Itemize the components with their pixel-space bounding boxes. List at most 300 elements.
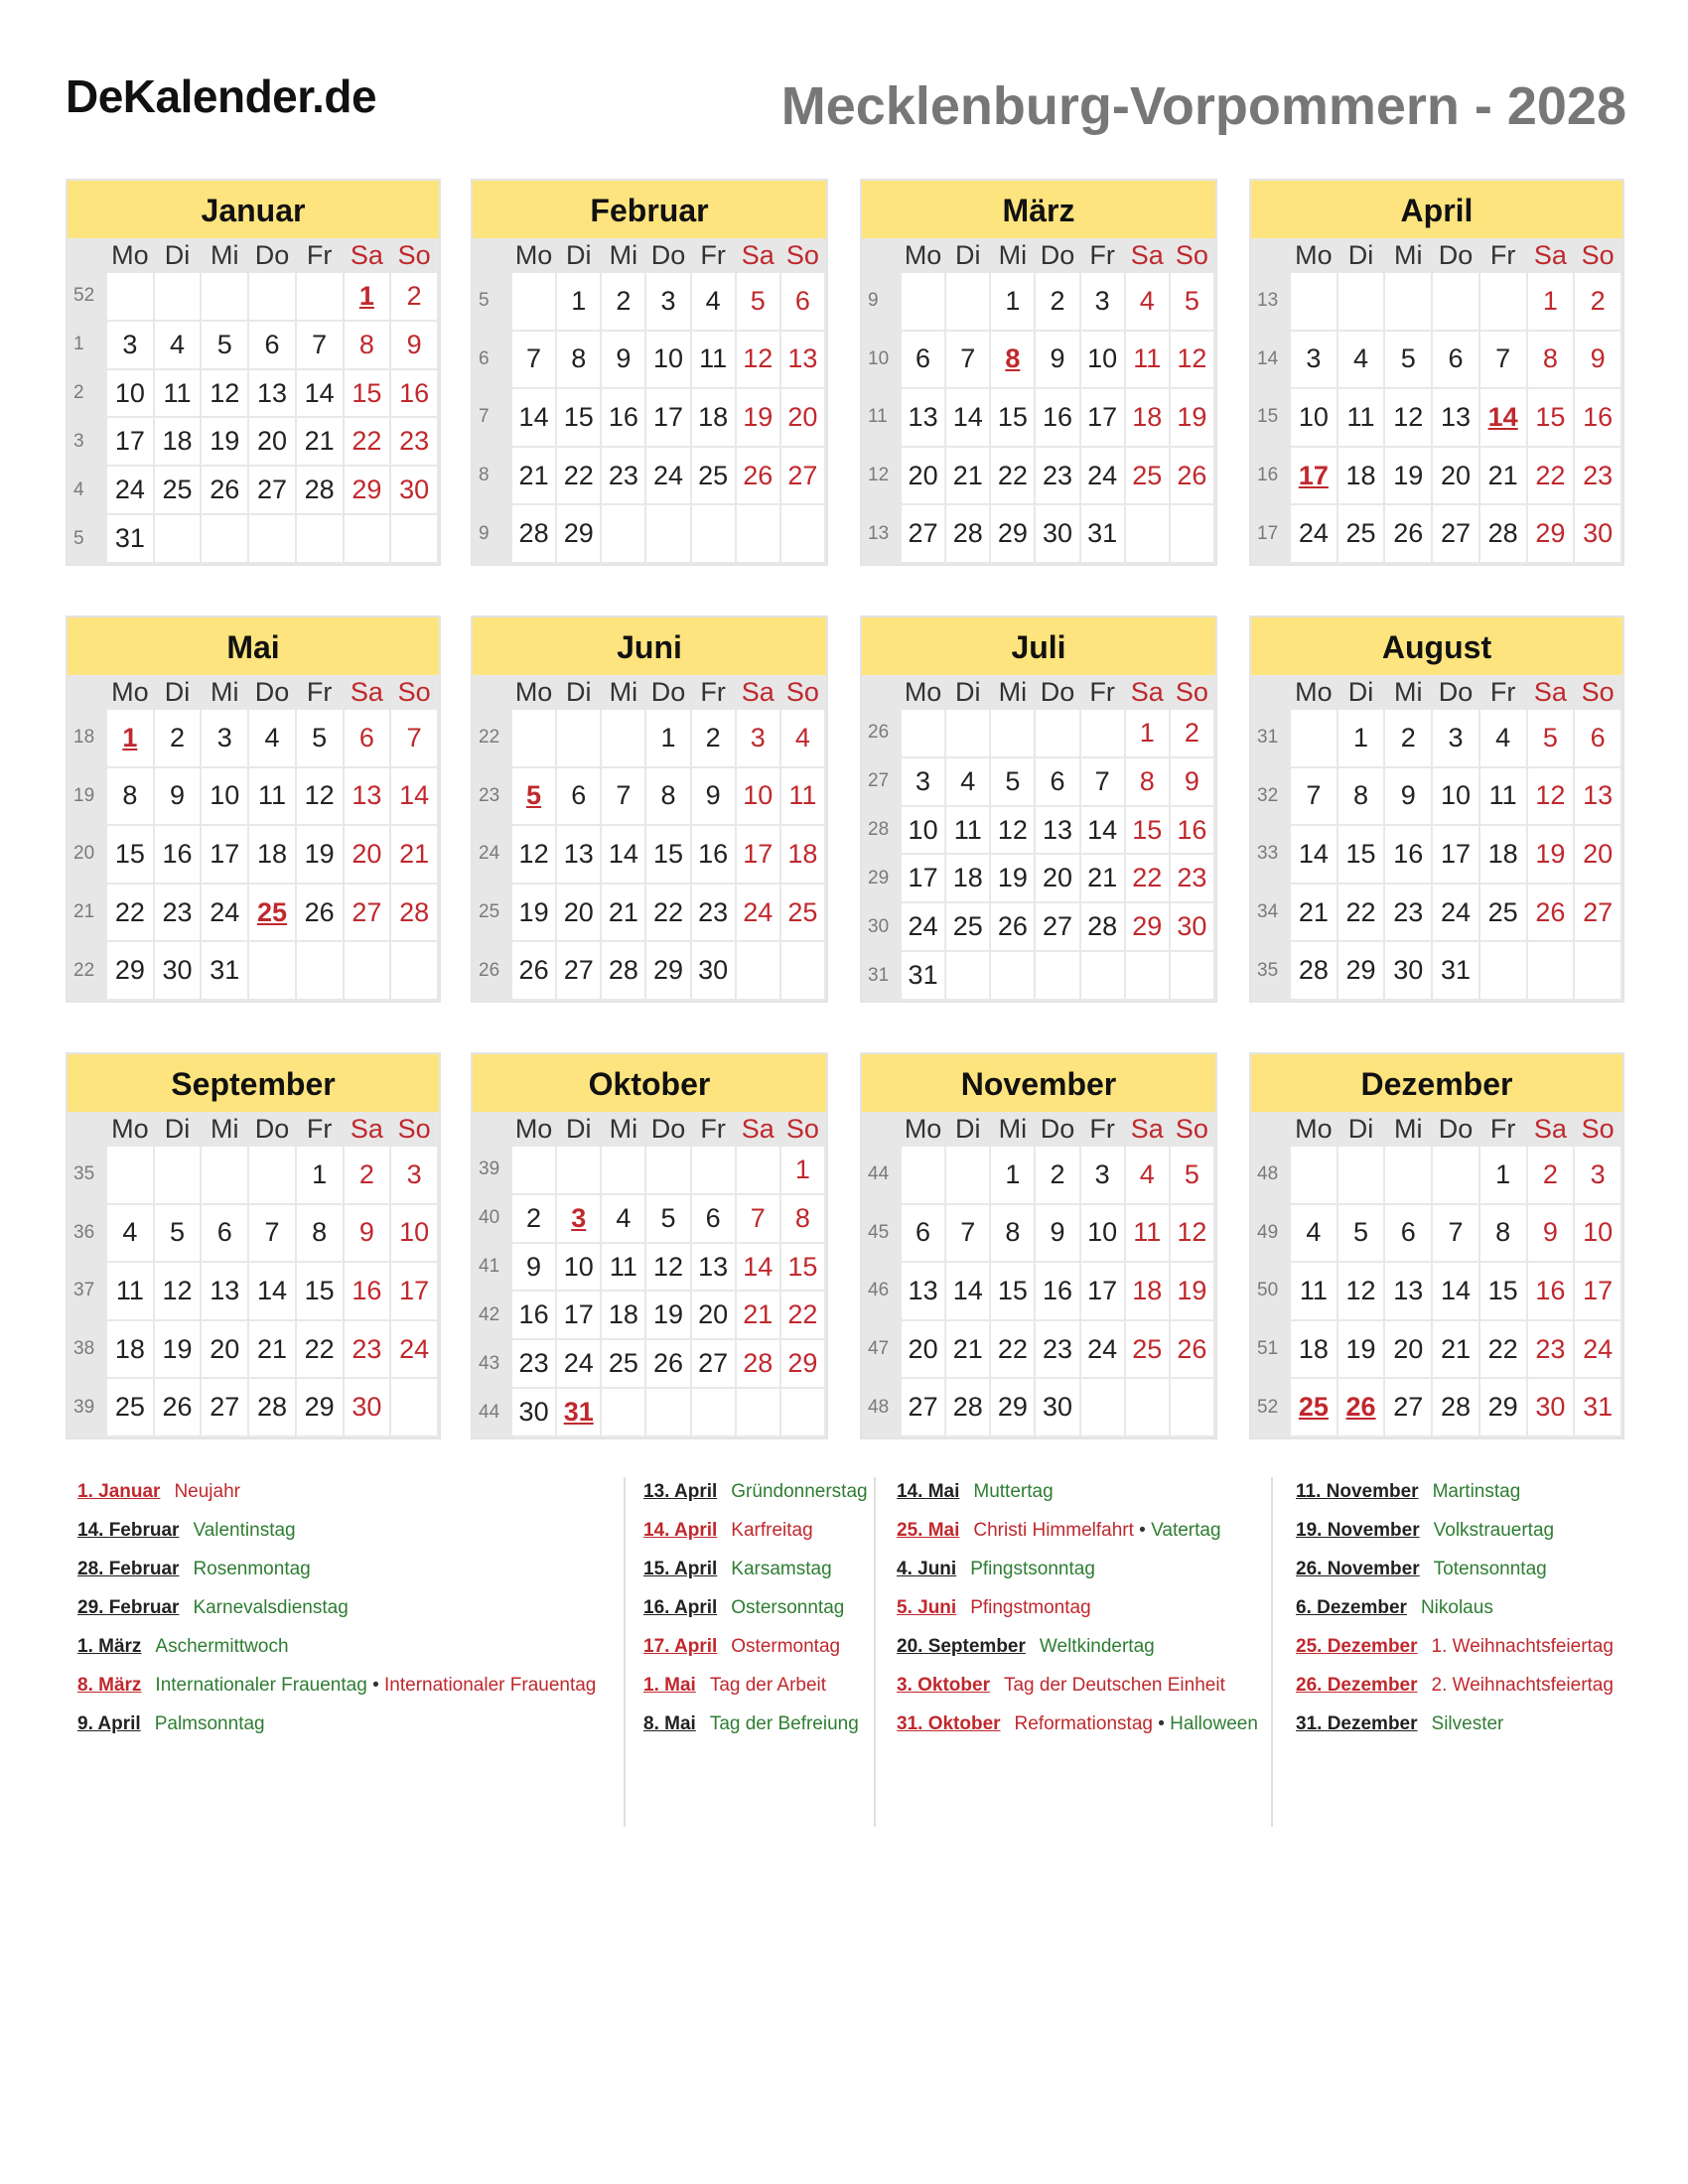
day-cell[interactable]: 1 (1337, 709, 1385, 767)
day-cell[interactable]: 11 (691, 331, 736, 389)
holiday-date-link[interactable]: 1. Januar (77, 1481, 161, 1502)
day-cell[interactable]: 2 (1384, 709, 1432, 767)
day-cell[interactable]: 15 (556, 388, 601, 447)
day-cell[interactable]: 6 (1574, 709, 1621, 767)
day-cell[interactable]: 7 (601, 767, 645, 826)
holiday-date-link[interactable]: 1. Mai (643, 1675, 696, 1696)
day-cell[interactable]: 17 (1574, 1262, 1621, 1320)
day-cell[interactable]: 29 (1125, 902, 1170, 951)
holiday-date-link[interactable]: 14. Mai (897, 1481, 960, 1502)
day-cell[interactable]: 10 (1432, 767, 1479, 826)
day-cell[interactable]: 16 (390, 369, 438, 418)
day-cell[interactable]: 16 (1384, 825, 1432, 884)
day-cell[interactable]: 21 (945, 1320, 990, 1379)
day-cell[interactable]: 24 (1432, 884, 1479, 942)
day-cell[interactable]: 4 (248, 709, 296, 767)
day-cell[interactable]: 30 (154, 941, 202, 1000)
day-cell[interactable]: 6 (344, 709, 391, 767)
day-cell[interactable]: 3 (1080, 272, 1125, 331)
day-cell[interactable]: 12 (201, 369, 248, 418)
day-cell[interactable]: 22 (780, 1291, 825, 1339)
day-cell[interactable]: 14 (511, 388, 556, 447)
day-cell[interactable]: 8 (990, 331, 1035, 389)
day-cell[interactable]: 20 (248, 417, 296, 466)
day-cell[interactable]: 1 (780, 1146, 825, 1194)
day-cell[interactable]: 31 (556, 1388, 601, 1436)
day-cell[interactable]: 27 (1574, 884, 1621, 942)
day-cell[interactable]: 14 (1432, 1262, 1479, 1320)
day-cell[interactable]: 16 (691, 825, 736, 884)
day-cell[interactable]: 11 (1125, 1204, 1170, 1263)
day-cell[interactable]: 13 (556, 825, 601, 884)
site-logo[interactable]: DeKalender.de (66, 70, 377, 122)
day-cell[interactable]: 7 (1479, 331, 1527, 389)
day-cell[interactable]: 15 (1527, 388, 1575, 447)
day-cell[interactable]: 25 (106, 1378, 154, 1436)
day-cell[interactable]: 7 (1432, 1204, 1479, 1263)
day-cell[interactable]: 10 (901, 806, 945, 855)
day-cell[interactable]: 21 (1080, 854, 1125, 902)
day-cell[interactable]: 9 (1035, 1204, 1079, 1263)
day-cell[interactable]: 12 (154, 1262, 202, 1320)
day-cell[interactable]: 29 (556, 504, 601, 563)
day-cell[interactable]: 17 (736, 825, 780, 884)
day-cell[interactable]: 4 (106, 1204, 154, 1263)
holiday-date-link[interactable]: 1. März (77, 1636, 142, 1657)
day-cell[interactable]: 28 (511, 504, 556, 563)
day-cell[interactable]: 5 (1527, 709, 1575, 767)
day-cell[interactable]: 13 (1384, 1262, 1432, 1320)
day-cell[interactable]: 15 (645, 825, 690, 884)
day-cell[interactable]: 10 (106, 369, 154, 418)
day-cell[interactable]: 29 (106, 941, 154, 1000)
day-cell[interactable]: 22 (1479, 1320, 1527, 1379)
day-cell[interactable]: 4 (1125, 272, 1170, 331)
day-cell[interactable]: 5 (1170, 1146, 1214, 1204)
day-cell[interactable]: 28 (390, 884, 438, 942)
day-cell[interactable]: 22 (645, 884, 690, 942)
day-cell[interactable]: 17 (1080, 388, 1125, 447)
day-cell[interactable]: 21 (1432, 1320, 1479, 1379)
day-cell[interactable]: 28 (945, 1378, 990, 1436)
holiday-date-link[interactable]: 11. November (1296, 1481, 1419, 1502)
day-cell[interactable]: 30 (1574, 504, 1621, 563)
day-cell[interactable]: 6 (901, 1204, 945, 1263)
day-cell[interactable]: 22 (1337, 884, 1385, 942)
day-cell[interactable]: 13 (780, 331, 825, 389)
day-cell[interactable]: 10 (390, 1204, 438, 1263)
day-cell[interactable]: 1 (1479, 1146, 1527, 1204)
day-cell[interactable]: 27 (901, 1378, 945, 1436)
day-cell[interactable]: 2 (601, 272, 645, 331)
day-cell[interactable]: 8 (556, 331, 601, 389)
day-cell[interactable]: 23 (390, 417, 438, 466)
day-cell[interactable]: 24 (645, 447, 690, 505)
day-cell[interactable]: 17 (106, 417, 154, 466)
day-cell[interactable]: 9 (1384, 767, 1432, 826)
day-cell[interactable]: 2 (1035, 272, 1079, 331)
day-cell[interactable]: 10 (556, 1243, 601, 1292)
day-cell[interactable]: 23 (1527, 1320, 1575, 1379)
day-cell[interactable]: 13 (1574, 767, 1621, 826)
holiday-date-link[interactable]: 31. Dezember (1296, 1713, 1418, 1734)
day-cell[interactable]: 12 (511, 825, 556, 884)
holiday-date-link[interactable]: 9. April (77, 1713, 141, 1734)
day-cell[interactable]: 11 (1479, 767, 1527, 826)
day-cell[interactable]: 24 (556, 1339, 601, 1388)
day-cell[interactable]: 22 (344, 417, 391, 466)
day-cell[interactable]: 19 (1170, 1262, 1214, 1320)
day-cell[interactable]: 7 (511, 331, 556, 389)
day-cell[interactable]: 25 (1290, 1378, 1337, 1436)
day-cell[interactable]: 18 (154, 417, 202, 466)
day-cell[interactable]: 16 (1035, 1262, 1079, 1320)
day-cell[interactable]: 9 (601, 331, 645, 389)
day-cell[interactable]: 30 (1035, 504, 1079, 563)
day-cell[interactable]: 20 (901, 1320, 945, 1379)
holiday-date-link[interactable]: 17. April (643, 1636, 718, 1657)
day-cell[interactable]: 31 (201, 941, 248, 1000)
day-cell[interactable]: 5 (154, 1204, 202, 1263)
day-cell[interactable]: 8 (296, 1204, 344, 1263)
day-cell[interactable]: 8 (1479, 1204, 1527, 1263)
day-cell[interactable]: 21 (296, 417, 344, 466)
holiday-date-link[interactable]: 8. März (77, 1675, 142, 1696)
day-cell[interactable]: 24 (736, 884, 780, 942)
day-cell[interactable]: 24 (1080, 1320, 1125, 1379)
day-cell[interactable]: 29 (990, 1378, 1035, 1436)
day-cell[interactable]: 22 (1527, 447, 1575, 505)
day-cell[interactable]: 23 (344, 1320, 391, 1379)
day-cell[interactable]: 2 (344, 1146, 391, 1204)
holiday-date-link[interactable]: 29. Februar (77, 1597, 180, 1618)
day-cell[interactable]: 25 (154, 466, 202, 514)
day-cell[interactable]: 25 (1479, 884, 1527, 942)
day-cell[interactable]: 1 (1125, 709, 1170, 757)
day-cell[interactable]: 4 (601, 1194, 645, 1243)
day-cell[interactable]: 30 (511, 1388, 556, 1436)
day-cell[interactable]: 17 (390, 1262, 438, 1320)
day-cell[interactable]: 4 (1125, 1146, 1170, 1204)
holiday-date-link[interactable]: 20. September (897, 1636, 1026, 1657)
day-cell[interactable]: 5 (736, 272, 780, 331)
day-cell[interactable]: 14 (1290, 825, 1337, 884)
day-cell[interactable]: 6 (1384, 1204, 1432, 1263)
day-cell[interactable]: 6 (1035, 757, 1079, 806)
day-cell[interactable]: 23 (1574, 447, 1621, 505)
day-cell[interactable]: 20 (780, 388, 825, 447)
day-cell[interactable]: 31 (106, 514, 154, 563)
day-cell[interactable]: 5 (1384, 331, 1432, 389)
day-cell[interactable]: 13 (1432, 388, 1479, 447)
day-cell[interactable]: 15 (1125, 806, 1170, 855)
day-cell[interactable]: 9 (1035, 331, 1079, 389)
day-cell[interactable]: 26 (990, 902, 1035, 951)
day-cell[interactable]: 9 (1170, 757, 1214, 806)
day-cell[interactable]: 26 (736, 447, 780, 505)
day-cell[interactable]: 25 (945, 902, 990, 951)
day-cell[interactable]: 9 (691, 767, 736, 826)
day-cell[interactable]: 16 (1574, 388, 1621, 447)
holiday-date-link[interactable]: 31. Oktober (897, 1713, 1001, 1734)
day-cell[interactable]: 1 (344, 272, 391, 321)
day-cell[interactable]: 26 (1170, 447, 1214, 505)
day-cell[interactable]: 26 (154, 1378, 202, 1436)
day-cell[interactable]: 13 (901, 388, 945, 447)
holiday-date-link[interactable]: 26. Dezember (1296, 1675, 1418, 1696)
day-cell[interactable]: 3 (201, 709, 248, 767)
day-cell[interactable]: 17 (556, 1291, 601, 1339)
day-cell[interactable]: 30 (691, 941, 736, 1000)
day-cell[interactable]: 23 (1035, 1320, 1079, 1379)
day-cell[interactable]: 29 (990, 504, 1035, 563)
day-cell[interactable]: 20 (901, 447, 945, 505)
day-cell[interactable]: 18 (1125, 388, 1170, 447)
day-cell[interactable]: 23 (154, 884, 202, 942)
day-cell[interactable]: 8 (990, 1204, 1035, 1263)
day-cell[interactable]: 29 (1337, 941, 1385, 1000)
day-cell[interactable]: 27 (556, 941, 601, 1000)
day-cell[interactable]: 22 (106, 884, 154, 942)
day-cell[interactable]: 10 (645, 331, 690, 389)
day-cell[interactable]: 6 (780, 272, 825, 331)
day-cell[interactable]: 15 (1479, 1262, 1527, 1320)
day-cell[interactable]: 30 (344, 1378, 391, 1436)
day-cell[interactable]: 17 (901, 854, 945, 902)
day-cell[interactable]: 6 (691, 1194, 736, 1243)
day-cell[interactable]: 5 (645, 1194, 690, 1243)
day-cell[interactable]: 3 (1080, 1146, 1125, 1204)
day-cell[interactable]: 11 (601, 1243, 645, 1292)
day-cell[interactable]: 28 (1479, 504, 1527, 563)
day-cell[interactable]: 4 (1479, 709, 1527, 767)
day-cell[interactable]: 5 (511, 767, 556, 826)
day-cell[interactable]: 28 (601, 941, 645, 1000)
day-cell[interactable]: 3 (736, 709, 780, 767)
day-cell[interactable]: 9 (1527, 1204, 1575, 1263)
day-cell[interactable]: 12 (1384, 388, 1432, 447)
day-cell[interactable]: 31 (1080, 504, 1125, 563)
day-cell[interactable]: 29 (1479, 1378, 1527, 1436)
day-cell[interactable]: 2 (1527, 1146, 1575, 1204)
day-cell[interactable]: 9 (511, 1243, 556, 1292)
day-cell[interactable]: 12 (645, 1243, 690, 1292)
day-cell[interactable]: 17 (1290, 447, 1337, 505)
day-cell[interactable]: 31 (1432, 941, 1479, 1000)
day-cell[interactable]: 14 (390, 767, 438, 826)
day-cell[interactable]: 19 (1170, 388, 1214, 447)
holiday-date-link[interactable]: 25. Dezember (1296, 1636, 1418, 1657)
day-cell[interactable]: 17 (1080, 1262, 1125, 1320)
day-cell[interactable]: 28 (1432, 1378, 1479, 1436)
day-cell[interactable]: 8 (645, 767, 690, 826)
day-cell[interactable]: 23 (691, 884, 736, 942)
day-cell[interactable]: 6 (901, 331, 945, 389)
day-cell[interactable]: 19 (990, 854, 1035, 902)
day-cell[interactable]: 18 (601, 1291, 645, 1339)
day-cell[interactable]: 12 (1170, 331, 1214, 389)
day-cell[interactable]: 23 (1170, 854, 1214, 902)
day-cell[interactable]: 20 (1384, 1320, 1432, 1379)
day-cell[interactable]: 15 (106, 825, 154, 884)
day-cell[interactable]: 20 (1574, 825, 1621, 884)
day-cell[interactable]: 28 (736, 1339, 780, 1388)
day-cell[interactable]: 12 (1170, 1204, 1214, 1263)
day-cell[interactable]: 28 (1080, 902, 1125, 951)
day-cell[interactable]: 19 (736, 388, 780, 447)
day-cell[interactable]: 28 (248, 1378, 296, 1436)
day-cell[interactable]: 21 (736, 1291, 780, 1339)
day-cell[interactable]: 21 (1290, 884, 1337, 942)
day-cell[interactable]: 14 (945, 1262, 990, 1320)
day-cell[interactable]: 25 (1125, 1320, 1170, 1379)
day-cell[interactable]: 9 (390, 321, 438, 369)
day-cell[interactable]: 29 (780, 1339, 825, 1388)
day-cell[interactable]: 18 (248, 825, 296, 884)
day-cell[interactable]: 24 (1290, 504, 1337, 563)
day-cell[interactable]: 1 (106, 709, 154, 767)
day-cell[interactable]: 7 (945, 331, 990, 389)
day-cell[interactable]: 19 (645, 1291, 690, 1339)
day-cell[interactable]: 7 (1080, 757, 1125, 806)
day-cell[interactable]: 4 (1290, 1204, 1337, 1263)
day-cell[interactable]: 12 (1527, 767, 1575, 826)
day-cell[interactable]: 7 (736, 1194, 780, 1243)
day-cell[interactable]: 6 (556, 767, 601, 826)
day-cell[interactable]: 10 (1574, 1204, 1621, 1263)
day-cell[interactable]: 18 (1479, 825, 1527, 884)
day-cell[interactable]: 28 (945, 504, 990, 563)
day-cell[interactable]: 27 (1432, 504, 1479, 563)
day-cell[interactable]: 3 (645, 272, 690, 331)
day-cell[interactable]: 13 (344, 767, 391, 826)
day-cell[interactable]: 10 (1290, 388, 1337, 447)
day-cell[interactable]: 18 (1290, 1320, 1337, 1379)
day-cell[interactable]: 22 (296, 1320, 344, 1379)
day-cell[interactable]: 19 (1527, 825, 1575, 884)
day-cell[interactable]: 28 (1290, 941, 1337, 1000)
day-cell[interactable]: 8 (1337, 767, 1385, 826)
day-cell[interactable]: 20 (556, 884, 601, 942)
day-cell[interactable]: 15 (990, 1262, 1035, 1320)
holiday-date-link[interactable]: 8. Mai (643, 1713, 696, 1734)
day-cell[interactable]: 3 (1574, 1146, 1621, 1204)
day-cell[interactable]: 27 (691, 1339, 736, 1388)
day-cell[interactable]: 11 (106, 1262, 154, 1320)
day-cell[interactable]: 11 (1290, 1262, 1337, 1320)
day-cell[interactable]: 18 (780, 825, 825, 884)
day-cell[interactable]: 20 (201, 1320, 248, 1379)
day-cell[interactable]: 21 (511, 447, 556, 505)
day-cell[interactable]: 3 (556, 1194, 601, 1243)
day-cell[interactable]: 21 (945, 447, 990, 505)
day-cell[interactable]: 26 (511, 941, 556, 1000)
day-cell[interactable]: 5 (201, 321, 248, 369)
day-cell[interactable]: 15 (296, 1262, 344, 1320)
day-cell[interactable]: 30 (1170, 902, 1214, 951)
day-cell[interactable]: 27 (1384, 1378, 1432, 1436)
day-cell[interactable]: 13 (901, 1262, 945, 1320)
holiday-date-link[interactable]: 26. November (1296, 1559, 1420, 1579)
day-cell[interactable]: 15 (344, 369, 391, 418)
day-cell[interactable]: 27 (201, 1378, 248, 1436)
day-cell[interactable]: 1 (296, 1146, 344, 1204)
day-cell[interactable]: 1 (1527, 272, 1575, 331)
day-cell[interactable]: 31 (1574, 1378, 1621, 1436)
holiday-date-link[interactable]: 25. Mai (897, 1520, 960, 1541)
day-cell[interactable]: 14 (736, 1243, 780, 1292)
day-cell[interactable]: 25 (601, 1339, 645, 1388)
day-cell[interactable]: 19 (1384, 447, 1432, 505)
day-cell[interactable]: 27 (248, 466, 296, 514)
day-cell[interactable]: 6 (1432, 331, 1479, 389)
holiday-date-link[interactable]: 4. Juni (897, 1559, 957, 1579)
day-cell[interactable]: 14 (1080, 806, 1125, 855)
day-cell[interactable]: 7 (248, 1204, 296, 1263)
day-cell[interactable]: 13 (201, 1262, 248, 1320)
day-cell[interactable]: 26 (1384, 504, 1432, 563)
day-cell[interactable]: 14 (248, 1262, 296, 1320)
day-cell[interactable]: 30 (390, 466, 438, 514)
day-cell[interactable]: 16 (511, 1291, 556, 1339)
day-cell[interactable]: 15 (1337, 825, 1385, 884)
day-cell[interactable]: 27 (901, 504, 945, 563)
day-cell[interactable]: 26 (1527, 884, 1575, 942)
day-cell[interactable]: 4 (1337, 331, 1385, 389)
day-cell[interactable]: 2 (390, 272, 438, 321)
day-cell[interactable]: 10 (201, 767, 248, 826)
day-cell[interactable]: 5 (990, 757, 1035, 806)
day-cell[interactable]: 26 (645, 1339, 690, 1388)
day-cell[interactable]: 21 (1479, 447, 1527, 505)
day-cell[interactable]: 19 (296, 825, 344, 884)
day-cell[interactable]: 11 (154, 369, 202, 418)
day-cell[interactable]: 11 (945, 806, 990, 855)
day-cell[interactable]: 8 (344, 321, 391, 369)
day-cell[interactable]: 25 (780, 884, 825, 942)
day-cell[interactable]: 17 (645, 388, 690, 447)
day-cell[interactable]: 7 (1290, 767, 1337, 826)
day-cell[interactable]: 2 (1170, 709, 1214, 757)
day-cell[interactable]: 23 (1035, 447, 1079, 505)
day-cell[interactable]: 1 (556, 272, 601, 331)
day-cell[interactable]: 4 (154, 321, 202, 369)
day-cell[interactable]: 16 (1170, 806, 1214, 855)
day-cell[interactable]: 17 (201, 825, 248, 884)
day-cell[interactable]: 2 (1035, 1146, 1079, 1204)
day-cell[interactable]: 9 (344, 1204, 391, 1263)
day-cell[interactable]: 6 (248, 321, 296, 369)
day-cell[interactable]: 22 (990, 1320, 1035, 1379)
day-cell[interactable]: 9 (154, 767, 202, 826)
day-cell[interactable]: 8 (1527, 331, 1575, 389)
day-cell[interactable]: 18 (106, 1320, 154, 1379)
day-cell[interactable]: 26 (201, 466, 248, 514)
day-cell[interactable]: 8 (780, 1194, 825, 1243)
day-cell[interactable]: 7 (296, 321, 344, 369)
day-cell[interactable]: 1 (990, 1146, 1035, 1204)
day-cell[interactable]: 2 (511, 1194, 556, 1243)
day-cell[interactable]: 5 (296, 709, 344, 767)
day-cell[interactable]: 16 (1035, 388, 1079, 447)
day-cell[interactable]: 11 (1125, 331, 1170, 389)
holiday-date-link[interactable]: 3. Oktober (897, 1675, 990, 1696)
day-cell[interactable]: 19 (1337, 1320, 1385, 1379)
day-cell[interactable]: 21 (390, 825, 438, 884)
day-cell[interactable]: 30 (1384, 941, 1432, 1000)
day-cell[interactable]: 13 (691, 1243, 736, 1292)
day-cell[interactable]: 27 (344, 884, 391, 942)
